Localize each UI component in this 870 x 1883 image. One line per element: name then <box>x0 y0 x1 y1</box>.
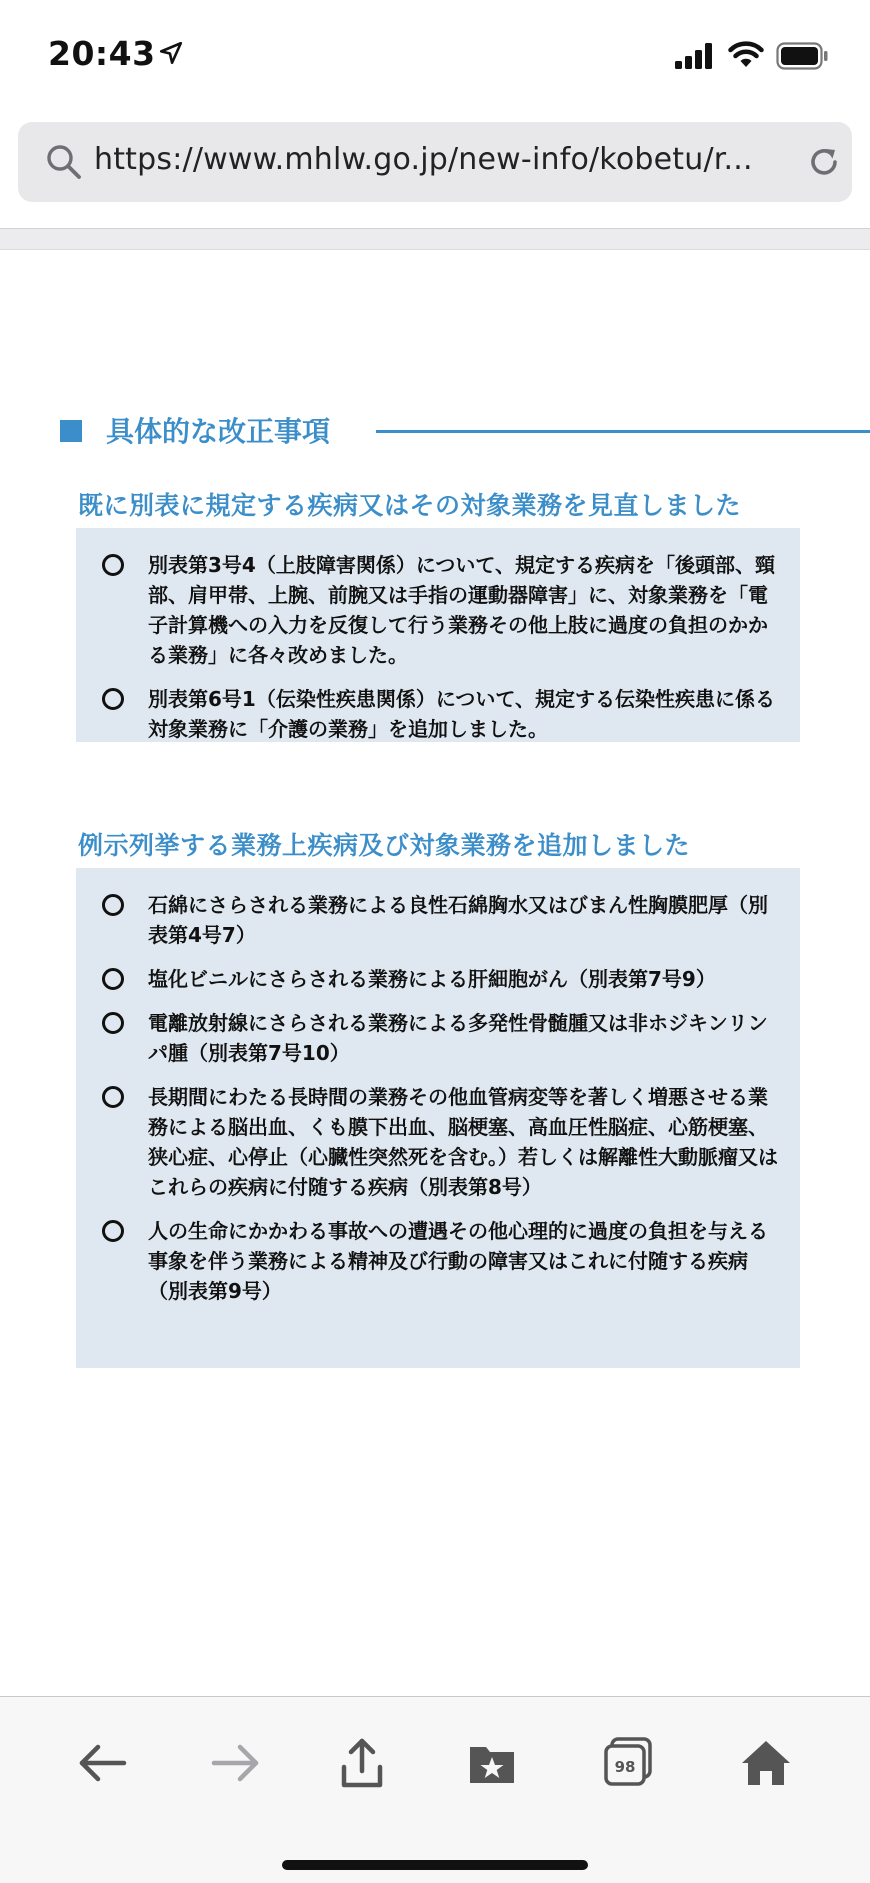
list-item <box>92 1082 782 1202</box>
heading-square-icon <box>60 420 82 442</box>
list-item-text: 電離放射線にさらされる業務による多発性骨髄腫又は非ホジキンリンパ腫（別表第7号10） <box>148 1011 768 1065</box>
page-content <box>0 250 870 1696</box>
circle-bullet-icon <box>102 1086 124 1108</box>
list-item-text: 石綿にさらされる業務による良性石綿胸水又はびまん性胸膜肥厚（別表第4号7） <box>148 893 768 947</box>
list-item <box>92 1008 782 1068</box>
list-item-text: 別表第3号4（上肢障害関係）について、規定する疾病を「後頭部、頸部、肩甲帯、上腕、前腕又は手指の運動器障害」に、対象業務を「電子計算機への入力を反復して行う業務その他上肢に過度の負担のかかる業務」に各々改めました。 <box>148 553 776 667</box>
circle-bullet-icon <box>102 688 124 710</box>
battery-icon <box>776 42 828 70</box>
list-item-text: 塩化ビニルにさらされる業務による肝細胞がん（別表第7号9） <box>148 967 716 991</box>
circle-bullet-icon <box>102 968 124 990</box>
circle-bullet-icon <box>102 894 124 916</box>
back-arrow-icon[interactable] <box>72 1733 132 1793</box>
tab-count: 98 <box>614 1758 636 1776</box>
list-item <box>92 550 782 670</box>
home-icon[interactable] <box>736 1733 796 1793</box>
location-arrow-icon <box>158 40 184 66</box>
circle-bullet-icon <box>102 1220 124 1242</box>
list-item-text: 別表第6号1（伝染性疾患関係）について、規定する伝染性疾患に係る対象業務に「介護の業務」を追加しました。 <box>148 687 776 741</box>
search-icon <box>44 142 84 182</box>
list-item <box>92 964 782 994</box>
group-title: 例示列挙する業務上疾病及び対象業務を追加しました <box>78 831 691 860</box>
forward-arrow-icon[interactable] <box>206 1733 266 1793</box>
list-item <box>92 890 782 950</box>
group-title: 既に別表に規定する疾病又はその対象業務を見直しました <box>78 491 742 520</box>
share-icon[interactable] <box>332 1733 392 1793</box>
toolbar-divider <box>0 228 870 250</box>
list-item <box>92 684 782 744</box>
section-heading <box>56 410 826 450</box>
group-box <box>76 528 800 742</box>
circle-bullet-icon <box>102 554 124 576</box>
circle-bullet-icon <box>102 1012 124 1034</box>
bookmarks-icon[interactable] <box>462 1733 522 1793</box>
list-item <box>92 1216 782 1306</box>
tabs-button[interactable] <box>598 1733 658 1793</box>
status-bar <box>0 0 870 110</box>
home-indicator[interactable] <box>282 1860 588 1870</box>
url-text[interactable]: https://www.mhlw.go.jp/new-info/kobetu/r... <box>94 142 753 177</box>
signal-icon <box>675 43 713 69</box>
section-title: 具体的な改正事項 <box>106 415 331 448</box>
bottom-toolbar <box>0 1696 870 1883</box>
wifi-icon <box>728 40 764 70</box>
reload-icon[interactable] <box>804 142 844 182</box>
status-time: 20:43 <box>48 34 156 73</box>
list-item-text: 人の生命にかかわる事故への遭遇その他心理的に過度の負担を与える事象を伴う業務による精神及び行動の障害又はこれに付随する疾病（別表第9号） <box>148 1219 768 1303</box>
list-item-text: 長期間にわたる長時間の業務その他血管病変等を著しく増悪させる業務による脳出血、くも膜下出血、脳梗塞、高血圧性脳症、心筋梗塞、狭心症、心停止（心臓性突然死を含む。）若しくは解離性大動脈瘤又はこれらの疾病に付随する疾病（別表第8号） <box>148 1085 778 1199</box>
heading-rule <box>376 430 870 433</box>
group-box <box>76 868 800 1368</box>
address-bar[interactable] <box>18 122 852 202</box>
